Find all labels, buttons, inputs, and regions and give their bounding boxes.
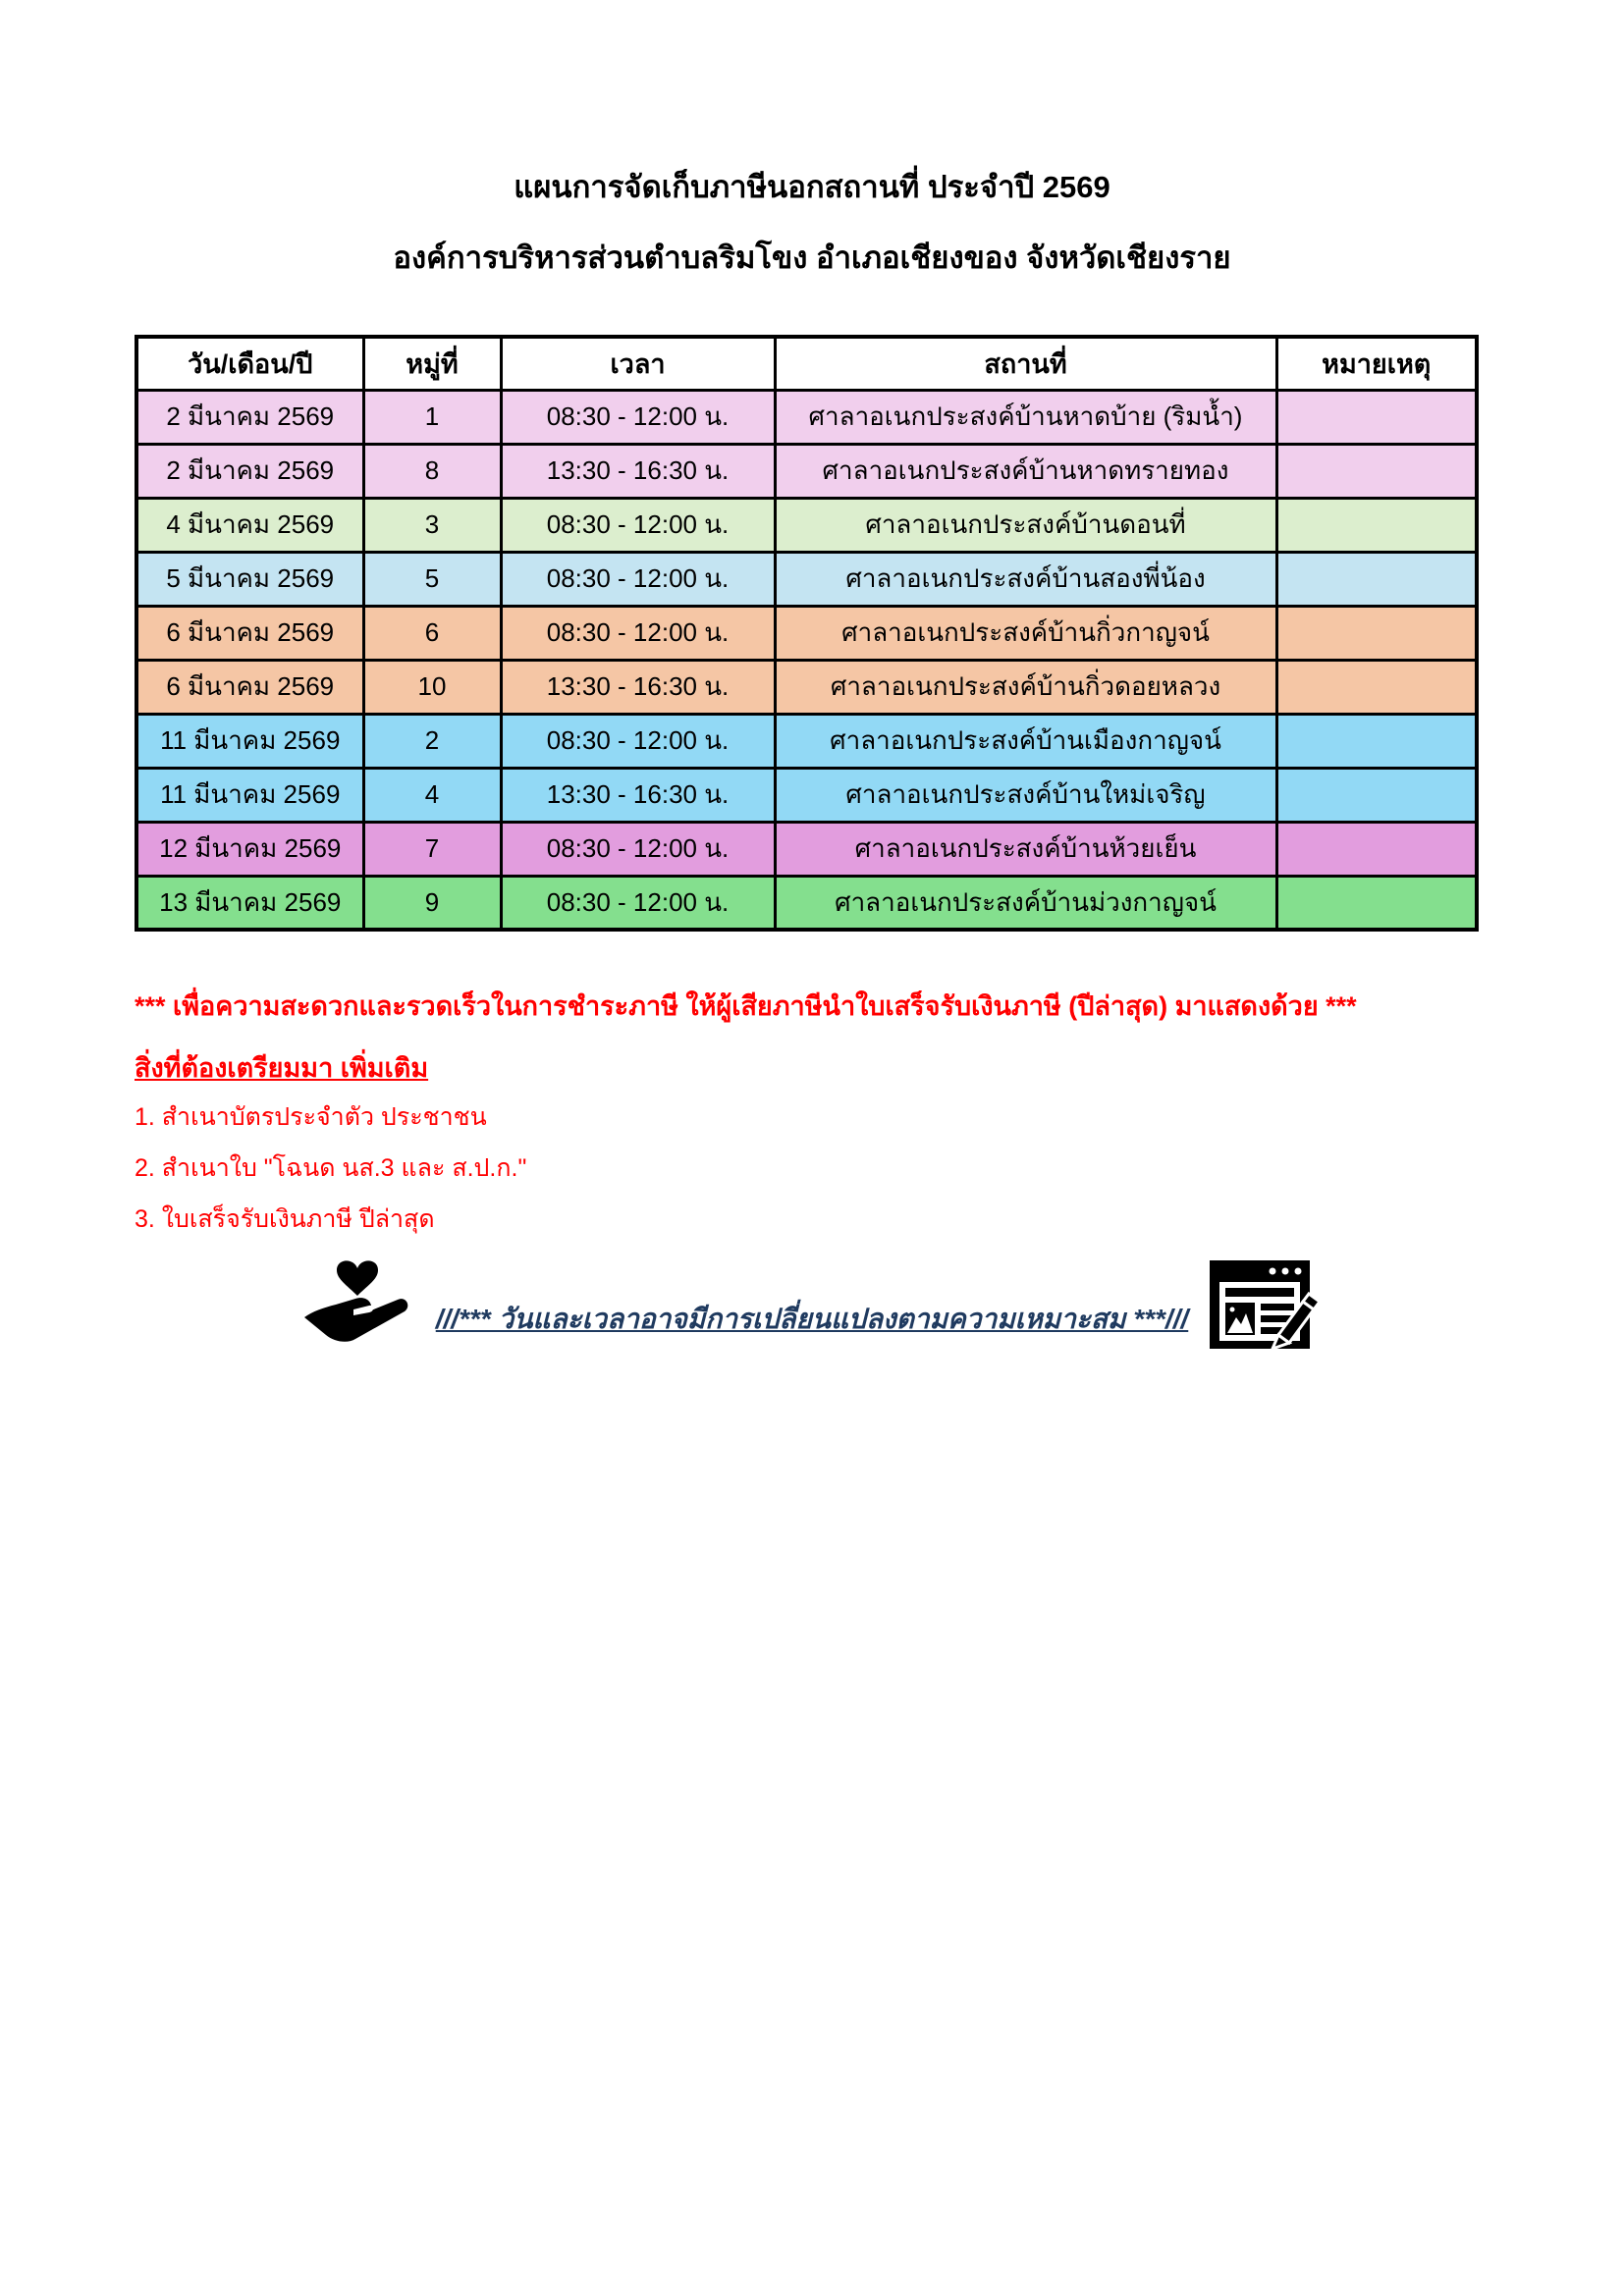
cell-time: 13:30 - 16:30 น. <box>501 660 775 714</box>
cell-note <box>1276 822 1477 876</box>
cell-place: ศาลาอเนกประสงค์บ้านม่วงกาญจน์ <box>775 876 1276 930</box>
cell-date: 12 มีนาคม 2569 <box>136 822 363 876</box>
cell-moo: 7 <box>363 822 501 876</box>
cell-moo: 10 <box>363 660 501 714</box>
cell-time: 08:30 - 12:00 น. <box>501 714 775 768</box>
cell-time: 08:30 - 12:00 น. <box>501 498 775 552</box>
cell-note <box>1276 390 1477 444</box>
cell-moo: 9 <box>363 876 501 930</box>
cell-date: 11 มีนาคม 2569 <box>136 714 363 768</box>
cell-moo: 3 <box>363 498 501 552</box>
cell-time: 08:30 - 12:00 น. <box>501 390 775 444</box>
cell-note <box>1276 876 1477 930</box>
cell-place: ศาลาอเนกประสงค์บ้านหาดบ้าย (ริมน้ำ) <box>775 390 1276 444</box>
table-row <box>136 444 1477 498</box>
table-row <box>136 876 1477 930</box>
tax-receipt-reminder: *** เพื่อความสะดวกและรวดเร็วในการชำระภาษี ให้ผู้เสียภาษีนำใบเสร็จรับเงินภาษี (ปีล่าสุด) มาแสดงด้วย *** <box>135 991 1357 1021</box>
cell-date: 6 มีนาคม 2569 <box>136 606 363 660</box>
cell-moo: 6 <box>363 606 501 660</box>
cell-note <box>1276 552 1477 606</box>
cell-time: 08:30 - 12:00 น. <box>501 552 775 606</box>
cell-place: ศาลาอเนกประสงค์บ้านห้วยเย็น <box>775 822 1276 876</box>
table-row <box>136 660 1477 714</box>
cell-date: 6 มีนาคม 2569 <box>136 660 363 714</box>
cell-place: ศาลาอเนกประสงค์บ้านกิ่วดอยหลวง <box>775 660 1276 714</box>
table-header-row <box>136 337 1477 390</box>
cell-moo: 2 <box>363 714 501 768</box>
table-row <box>136 498 1477 552</box>
cell-place: ศาลาอเนกประสงค์บ้านสองพี่น้อง <box>775 552 1276 606</box>
cell-place: ศาลาอเนกประสงค์บ้านหาดทรายทอง <box>775 444 1276 498</box>
cell-place: ศาลาอเนกประสงค์บ้านดอนที่ <box>775 498 1276 552</box>
cell-date: 11 มีนาคม 2569 <box>136 768 363 822</box>
cell-time: 13:30 - 16:30 น. <box>501 768 775 822</box>
cell-time: 08:30 - 12:00 น. <box>501 876 775 930</box>
cell-date: 2 มีนาคม 2569 <box>136 444 363 498</box>
table-row <box>136 390 1477 444</box>
header-moo: หมู่ที่ <box>363 337 501 390</box>
cell-note <box>1276 606 1477 660</box>
cell-moo: 8 <box>363 444 501 498</box>
cell-place: ศาลาอเนกประสงค์บ้านใหม่เจริญ <box>775 768 1276 822</box>
prepare-item: 3. ใบเสร็จรับเงินภาษี ปีล่าสุด <box>135 1205 435 1233</box>
table-row <box>136 768 1477 822</box>
prepare-item: 1. สำเนาบัตรประจำตัว ประชาชน <box>135 1103 487 1131</box>
table-row <box>136 714 1477 768</box>
header-place: สถานที่ <box>775 337 1276 390</box>
schedule-change-note: ///*** วันและเวลาอาจมีการเปลี่ยนแปลงตามความเหมาะสม ***/// <box>435 1304 1189 1334</box>
table-row <box>136 822 1477 876</box>
cell-note <box>1276 714 1477 768</box>
table-row <box>136 552 1477 606</box>
cell-place: ศาลาอเนกประสงค์บ้านเมืองกาญจน์ <box>775 714 1276 768</box>
cell-date: 4 มีนาคม 2569 <box>136 498 363 552</box>
cell-moo: 1 <box>363 390 501 444</box>
cell-moo: 5 <box>363 552 501 606</box>
cell-note <box>1276 444 1477 498</box>
prepare-heading: สิ่งที่ต้องเตรียมมา เพิ่มเติม <box>135 1053 429 1083</box>
footer <box>0 1247 1624 1355</box>
cell-note <box>1276 768 1477 822</box>
cell-time: 13:30 - 16:30 น. <box>501 444 775 498</box>
header-date: วัน/เดือน/ปี <box>136 337 363 390</box>
hand-holding-heart-icon <box>297 1255 418 1345</box>
cell-time: 08:30 - 12:00 น. <box>501 822 775 876</box>
cell-moo: 4 <box>363 768 501 822</box>
cell-date: 5 มีนาคม 2569 <box>136 552 363 606</box>
cell-time: 08:30 - 12:00 น. <box>501 606 775 660</box>
cell-date: 13 มีนาคม 2569 <box>136 876 363 930</box>
header-note: หมายเหตุ <box>1276 337 1477 390</box>
tax-schedule-table <box>135 335 1479 932</box>
cell-note <box>1276 498 1477 552</box>
cell-note <box>1276 660 1477 714</box>
prepare-item: 2. สำเนาใบ "โฉนด นส.3 และ ส.ป.ก." <box>135 1154 527 1182</box>
form-edit-icon <box>1210 1260 1326 1349</box>
page-subtitle: องค์การบริหารส่วนตำบลริมโขง อำเภอเชียงของ จังหวัดเชียงราย <box>393 240 1231 275</box>
table-row <box>136 606 1477 660</box>
header-time: เวลา <box>501 337 775 390</box>
cell-place: ศาลาอเนกประสงค์บ้านกิ่วกาญจน์ <box>775 606 1276 660</box>
page-title: แผนการจัดเก็บภาษีนอกสถานที่ ประจำปี 2569 <box>514 170 1110 204</box>
cell-date: 2 มีนาคม 2569 <box>136 390 363 444</box>
